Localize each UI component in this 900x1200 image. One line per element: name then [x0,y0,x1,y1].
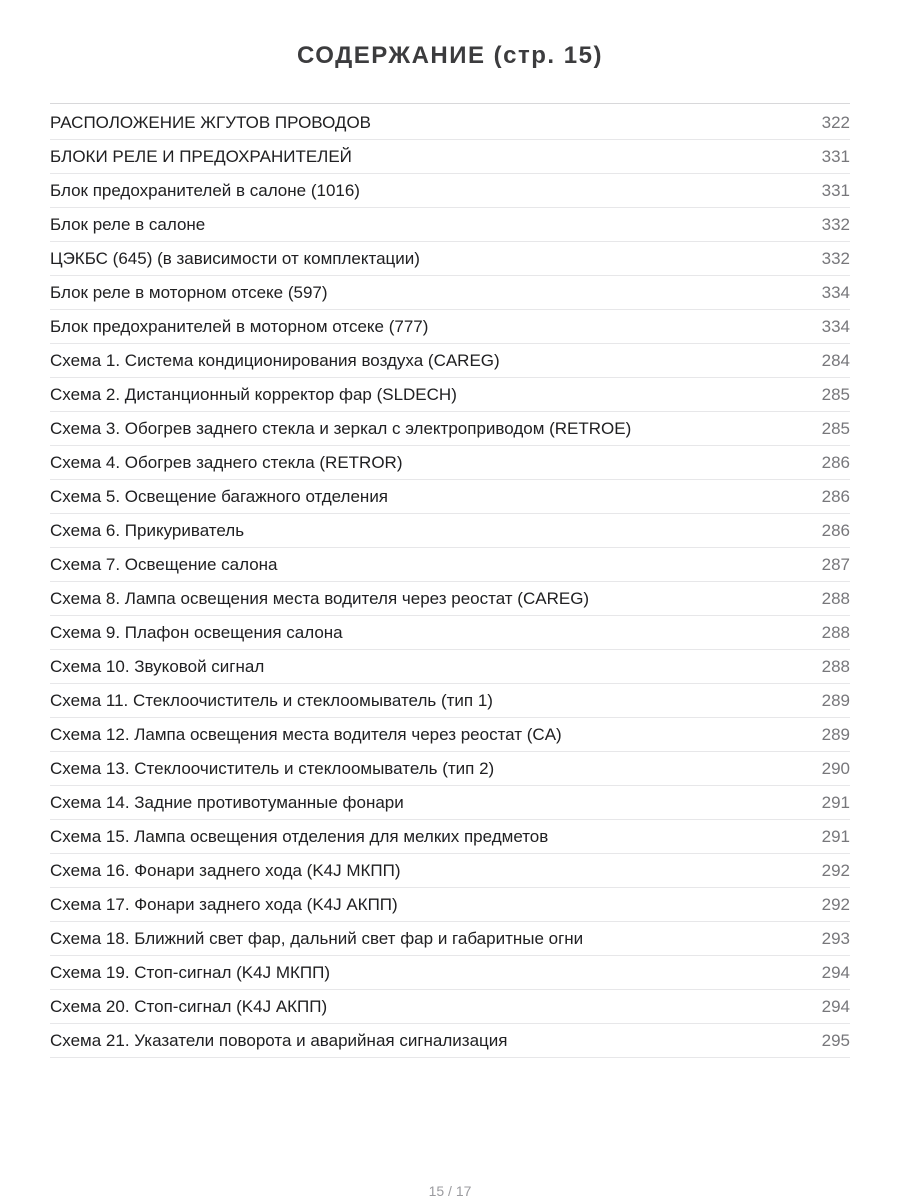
toc-row[interactable] [50,480,850,514]
toc-item-label: Схема 16. Фонари заднего хода (K4J МКПП) [50,860,401,880]
toc-row[interactable] [50,344,850,378]
toc-row[interactable] [50,888,850,922]
toc-row[interactable] [50,446,850,480]
toc-row[interactable] [50,140,850,174]
toc-item-label: Схема 13. Стеклоочиститель и стеклоомыватель (тип 2) [50,758,495,778]
toc-item-label: Схема 20. Стоп-сигнал (K4J АКПП) [50,996,328,1016]
toc-row[interactable] [50,276,850,310]
toc-item-label: Схема 18. Ближний свет фар, дальний свет фар и габаритные огни [50,928,584,948]
toc-row[interactable] [50,514,850,548]
toc-item-page: 288 [821,656,850,676]
toc-item-page: 289 [821,724,850,744]
toc-row[interactable] [50,412,850,446]
toc-item-label: Схема 9. Плафон освещения салона [50,622,343,642]
toc-item-label: Схема 12. Лампа освещения места водителя через реостат (CA) [50,724,562,744]
toc-row[interactable] [50,1024,850,1058]
toc-row[interactable] [50,752,850,786]
toc-item-page: 334 [821,282,850,302]
toc-item-page: 294 [821,962,850,982]
toc-row[interactable] [50,990,850,1024]
toc-row[interactable] [50,548,850,582]
toc-item-page: 292 [821,894,850,914]
toc-item-page: 291 [821,826,850,846]
toc-list [50,104,850,1058]
toc-row[interactable] [50,106,850,140]
toc-item-page: 291 [821,792,850,812]
toc-item-label: Схема 5. Освещение багажного отделения [50,486,389,506]
toc-item-label: Схема 21. Указатели поворота и аварийная сигнализация [50,1030,508,1050]
toc-item-page: 322 [821,112,850,132]
toc-row[interactable] [50,786,850,820]
toc-item-page: 288 [821,622,850,642]
toc-item-label: Схема 19. Стоп-сигнал (K4J МКПП) [50,962,330,982]
toc-row[interactable] [50,208,850,242]
toc-item-label: Блок реле в моторном отсеке (597) [50,282,328,302]
toc-item-label: Схема 7. Освещение салона [50,554,278,574]
toc-item-label: Схема 4. Обогрев заднего стекла (RETROR) [50,452,403,472]
toc-item-label: Схема 6. Прикуриватель [50,520,245,540]
toc-row[interactable] [50,378,850,412]
toc-item-label: Схема 11. Стеклоочиститель и стеклоомыватель (тип 1) [50,690,493,710]
toc-item-page: 284 [821,350,850,370]
toc-row[interactable] [50,956,850,990]
toc-row[interactable] [50,922,850,956]
toc-item-page: 294 [821,996,850,1016]
toc-item-label: Схема 17. Фонари заднего хода (K4J АКПП) [50,894,398,914]
toc-item-page: 290 [821,758,850,778]
toc-item-page: 295 [821,1030,850,1050]
toc-item-page: 332 [821,214,850,234]
toc-item-page: 286 [821,486,850,506]
toc-row[interactable] [50,242,850,276]
toc-row[interactable] [50,854,850,888]
toc-row[interactable] [50,820,850,854]
page-indicator: 15 / 17 [428,1183,472,1199]
toc-item-page: 285 [821,418,850,438]
toc-item-label: Схема 8. Лампа освещения места водителя через реостат (CAREG) [50,588,590,608]
toc-item-label: Блок предохранителей в моторном отсеке (777) [50,316,429,336]
toc-item-label: Схема 3. Обогрев заднего стекла и зеркал с электроприводом (RETROE) [50,418,632,438]
toc-item-page: 287 [821,554,850,574]
toc-row[interactable] [50,174,850,208]
toc-row[interactable] [50,582,850,616]
toc-item-page: 331 [821,180,850,200]
page-title: СОДЕРЖАНИЕ (стр. 15) [297,42,603,69]
toc-item-label: Схема 15. Лампа освещения отделения для мелких предметов [50,826,549,846]
toc-item-label: Блок реле в салоне [50,214,206,234]
toc-item-page: 293 [821,928,850,948]
toc-item-label: Схема 10. Звуковой сигнал [50,656,265,676]
toc-item-page: 288 [821,588,850,608]
toc-item-page: 334 [821,316,850,336]
toc-item-page: 286 [821,520,850,540]
toc-row[interactable] [50,684,850,718]
document-page [0,42,900,1200]
toc-row[interactable] [50,616,850,650]
toc-item-label: Схема 14. Задние противотуманные фонари [50,792,404,812]
toc-item-page: 292 [821,860,850,880]
toc-row[interactable] [50,718,850,752]
toc-item-label: Блок предохранителей в салоне (1016) [50,180,360,200]
toc-item-label: Схема 1. Система кондиционирования воздуха (CAREG) [50,350,500,370]
toc-item-label: ЦЭКБС (645) (в зависимости от комплектации) [50,248,420,268]
toc-item-page: 332 [821,248,850,268]
toc-item-page: 331 [821,146,850,166]
toc-item-page: 286 [821,452,850,472]
toc-item-page: 289 [821,690,850,710]
toc-item-label: Схема 2. Дистанционный корректор фар (SLDECH) [50,384,457,404]
toc-row[interactable] [50,650,850,684]
toc-item-page: 285 [821,384,850,404]
toc-item-label: БЛОКИ РЕЛЕ И ПРЕДОХРАНИТЕЛЕЙ [50,146,352,166]
toc-item-label: РАСПОЛОЖЕНИЕ ЖГУТОВ ПРОВОДОВ [50,112,372,132]
toc-row[interactable] [50,310,850,344]
